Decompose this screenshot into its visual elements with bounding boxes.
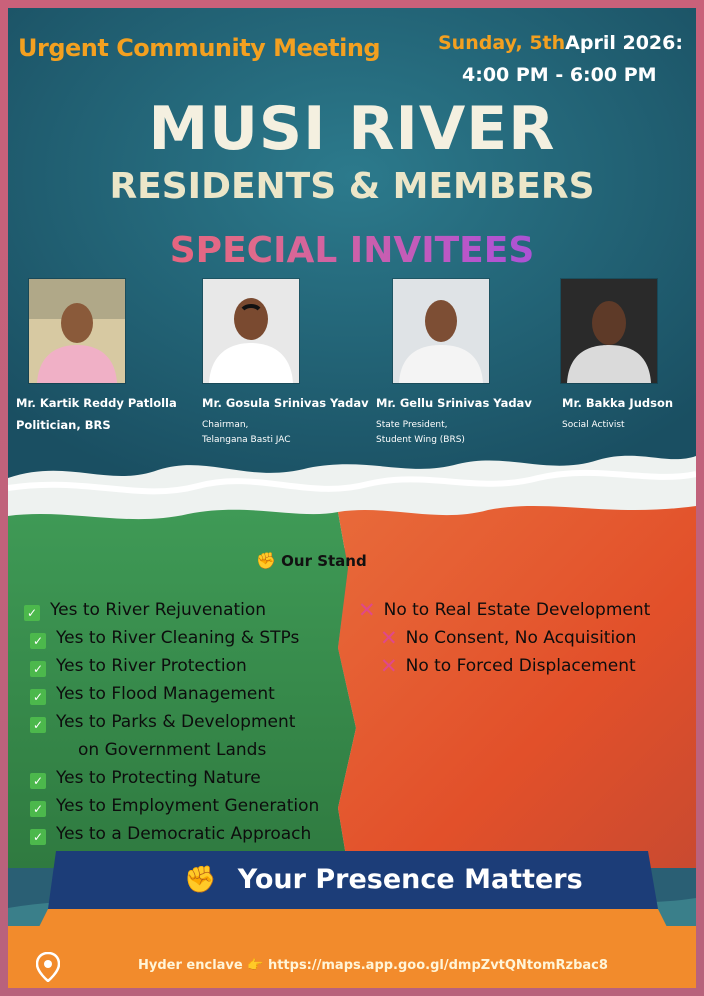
fist-icon: ✊: [184, 865, 217, 895]
yes-item-5: [30, 712, 295, 733]
no-item-3: [380, 654, 636, 678]
invitee-photo-2: [202, 278, 300, 384]
our-stand-text: Our Stand: [281, 552, 367, 570]
yes-text: Yes to Flood Management: [56, 684, 275, 704]
check-icon: ✓: [30, 717, 46, 733]
yes-text: Yes to River Rejuvenation: [50, 600, 267, 620]
invitee-name-1: Mr. Kartik Reddy Patlolla: [16, 396, 177, 410]
yes-item-8: [30, 824, 311, 845]
check-icon: ✓: [30, 773, 46, 789]
location-pin-icon: [36, 952, 60, 982]
title-residents-members: RESIDENTS & MEMBERS: [109, 166, 595, 207]
invitee-photo-3: [392, 278, 490, 384]
our-stand-label: [256, 551, 367, 570]
check-icon: ✓: [30, 689, 46, 705]
invitee-photo-4: [560, 278, 658, 384]
meeting-day: Sunday, 5th: [438, 32, 566, 54]
title-musi-river: MUSI RIVER: [148, 94, 556, 164]
yes-text: Yes to Protecting Nature: [56, 768, 261, 788]
presence-matters-banner: [184, 864, 583, 895]
yes-item-1: [24, 600, 266, 621]
invitee-role-2a: Chairman,: [202, 420, 249, 430]
cross-icon: ✕: [380, 654, 398, 678]
no-text: No Consent, No Acquisition: [405, 628, 637, 648]
meeting-month-year: April 2026:: [565, 32, 683, 54]
invitee-role-2b: Telangana Basti JAC: [202, 435, 291, 445]
check-icon: ✓: [24, 605, 40, 621]
yes-text: Yes to River Protection: [56, 656, 247, 676]
check-icon: ✓: [30, 633, 46, 649]
yes-item-7: [30, 796, 319, 817]
yes-text: Yes to a Democratic Approach: [56, 824, 312, 844]
invitee-photo-1: [28, 278, 126, 384]
no-text: No to Forced Displacement: [405, 656, 636, 676]
footer-band: [8, 926, 696, 988]
yes-item-3: [30, 656, 247, 677]
cross-icon: ✕: [380, 626, 398, 650]
presence-matters-text: Your Presence Matters: [237, 864, 583, 895]
fist-icon: ✊: [256, 551, 276, 570]
title-special-invitees: SPECIAL INVITEES: [8, 230, 696, 271]
invitee-name-3: Mr. Gellu Srinivas Yadav: [376, 396, 532, 410]
check-icon: ✓: [30, 829, 46, 845]
no-item-2: [380, 626, 636, 650]
meeting-date: [438, 32, 683, 54]
invitee-role-1: Politician, BRS: [16, 418, 111, 432]
yes-item-2: [30, 628, 299, 649]
invitee-role-3a: State President,: [376, 420, 448, 430]
no-text: No to Real Estate Development: [383, 600, 651, 620]
yes-text: Yes to Parks & Development: [56, 712, 296, 732]
invitee-role-4: Social Activist: [562, 420, 625, 430]
invitee-name-4: Mr. Bakka Judson: [562, 396, 674, 410]
yes-item-6: [30, 768, 261, 789]
yes-text: Yes to Employment Generation: [56, 796, 320, 816]
yes-text: Yes to River Cleaning & STPs: [56, 628, 300, 648]
meeting-time: 4:00 PM - 6:00 PM: [462, 64, 657, 86]
yes-item-5-continued: on Government Lands: [78, 740, 267, 760]
poster-inner: [8, 8, 696, 988]
location-link[interactable]: Hyder enclave 👉 https://maps.app.goo.gl/dmpZvtQNtomRzbac8: [138, 958, 608, 973]
no-item-1: [358, 598, 650, 622]
check-icon: ✓: [30, 661, 46, 677]
invitee-role-3b: Student Wing (BRS): [376, 435, 465, 445]
cross-icon: ✕: [358, 598, 376, 622]
check-icon: ✓: [30, 801, 46, 817]
yes-item-4: [30, 684, 275, 705]
urgent-meeting-heading: Urgent Community Meeting: [18, 34, 381, 62]
invitee-name-2: Mr. Gosula Srinivas Yadav: [202, 396, 369, 410]
